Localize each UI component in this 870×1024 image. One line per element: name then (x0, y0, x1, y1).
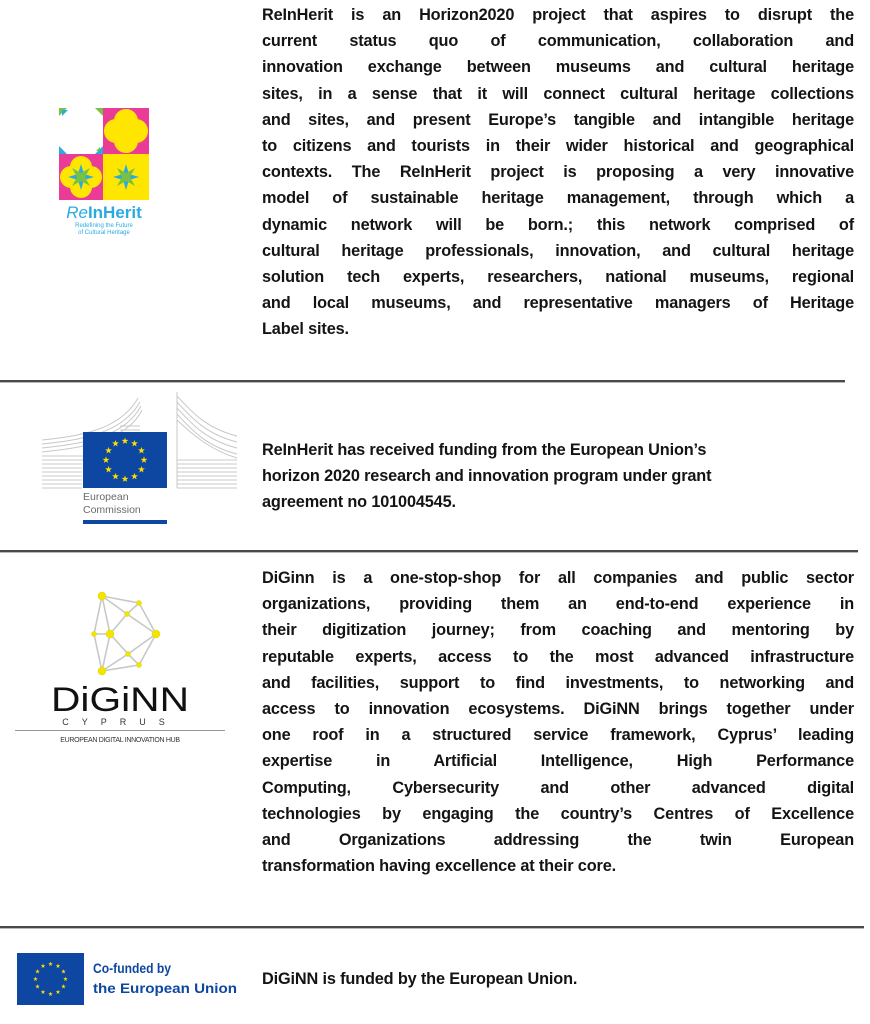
text-line: and local museums, and representative managers of Heritage (262, 294, 854, 313)
text-line: Computing, Cybersecurity and other advanced digital (262, 778, 854, 797)
text-line: DiGiNN is funded by the European Union. (262, 970, 578, 988)
reinherit-tagline-2: of Cultural Heritage (78, 230, 130, 236)
text-line: contexts. The ReInHerit project is proposing a very innovative (262, 163, 854, 182)
text-line: their digitization journey; from coaching and mentoring by (262, 621, 854, 640)
diginn-funding-text (262, 966, 854, 992)
text-line: dynamic network will be born.; this network comprised of (262, 215, 854, 234)
ec-funding-text (262, 437, 854, 516)
diginn-caption: EUROPEAN DIGITAL INNOVATION HUB (60, 737, 180, 744)
text-line: expertise in Artificial Intelligence, High Performance (262, 752, 854, 771)
text-line: DiGinn is a one-stop-shop for all companies and public sector (262, 569, 854, 587)
text-line: innovation exchange between museums and cultural heritage (262, 58, 854, 77)
text-line: ReInHerit has received funding from the European Union’s (262, 441, 707, 459)
cofunded-eu-logo (17, 953, 242, 1005)
diginn-rule (15, 730, 225, 731)
network-graph-icon (94, 596, 156, 671)
section-divider (0, 550, 858, 553)
cofunded-eu-logo-graphic (17, 953, 242, 1005)
ec-underline (83, 520, 167, 524)
reinherit-description (262, 2, 854, 343)
building-icon (177, 392, 237, 488)
text-line: access to innovation ecosystems. DiGiNN brings together under (262, 700, 854, 719)
diginn-subtitle: CYPRUS (62, 717, 178, 727)
text-line: ReInHerit is an Horizon2020 project that aspires to disrupt the (262, 6, 854, 24)
diginn-description (262, 565, 854, 879)
text-line: and sites, and present Europe’s tangible and intangible heritage (262, 110, 854, 129)
reinherit-tagline-1: Redefining the Future (75, 223, 133, 229)
text-line: model of sustainable heritage management, through which a (262, 189, 854, 208)
text-line: Label sites. (262, 320, 349, 339)
text-line: agreement no 101004545. (262, 493, 456, 512)
text-line: horizon 2020 research and innovation program under grant (262, 467, 712, 486)
cofunded-label-1: Co-funded by (93, 961, 172, 976)
text-line: and Organizations addressing the twin European (262, 831, 854, 850)
ec-label-1: European (83, 491, 129, 503)
text-line: solution tech experts, researchers, national museums, regional (262, 268, 854, 287)
ec-label-2: Commission (83, 504, 141, 516)
cofunded-label-2: the European Union (93, 981, 237, 996)
section-divider (0, 380, 845, 383)
reinherit-logo (40, 100, 170, 240)
text-line: organizations, providing them an end-to-end experience in (262, 595, 854, 614)
diginn-wordmark: DiGiNN (51, 681, 189, 719)
text-line: one roof in a structured service framework, Cyprus’ leading (262, 726, 854, 745)
text-line: and facilities, support to find investments, to networking and (262, 673, 854, 692)
text-line: technologies by engaging the country’s Centres of Excellence (262, 804, 854, 823)
text-line: sites, in a sense that it will connect cultural heritage collections (262, 84, 854, 103)
reinherit-wordmark: ReInHerit (66, 203, 142, 222)
european-commission-logo-graphic (40, 390, 240, 530)
text-line: transformation having excellence at their core. (262, 857, 616, 876)
text-line: reputable experts, access to the most advanced infrastructure (262, 647, 854, 666)
section-divider (0, 926, 864, 929)
european-commission-logo (40, 390, 240, 530)
text-line: cultural heritage professionals, innovation, and cultural heritage (262, 241, 854, 260)
reinherit-logo-graphic (40, 100, 170, 240)
diginn-logo (0, 585, 240, 745)
diginn-logo-graphic (0, 585, 240, 745)
eu-flag-icon (17, 953, 84, 1005)
text-line: to citizens and tourists in their wider historical and geographical (262, 137, 854, 156)
text-line: current status quo of communication, collaboration and (262, 32, 854, 51)
